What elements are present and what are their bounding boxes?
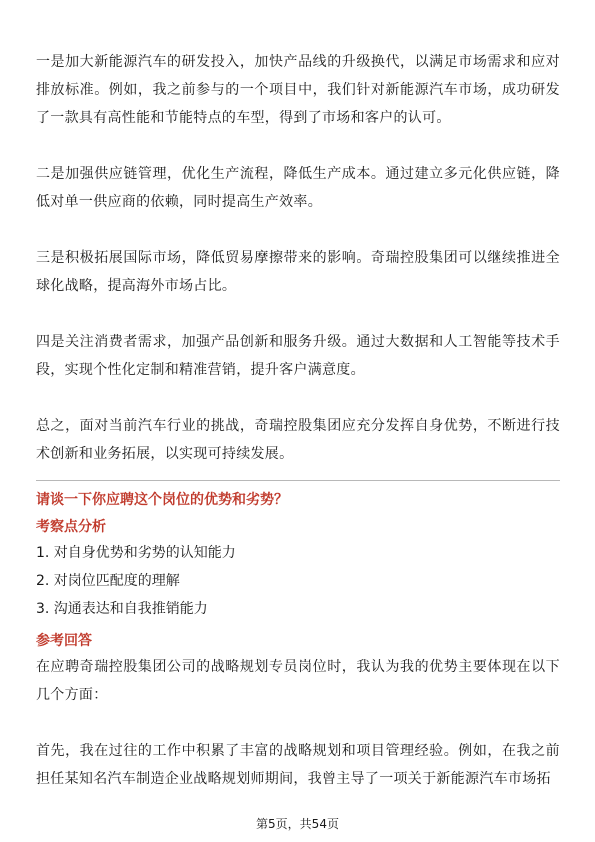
section-divider [36, 480, 560, 481]
analysis-item-2: 2. 对岗位匹配度的理解 [36, 573, 180, 589]
analysis-item-3: 3. 沟通表达和自我推销能力 [36, 601, 208, 617]
document-page [36, 48, 560, 793]
paragraph-2: 二是加强供应链管理，优化生产流程，降低生产成本。通过建立多元化供应链，降低对单一供应商的依赖，同时提高生产效率。 [36, 166, 560, 210]
answer-heading: 参考回答 [36, 633, 92, 649]
question-heading: 请谈一下你应聘这个岗位的优势和劣势？ [36, 492, 288, 508]
analysis-item-1: 1. 对自身优势和劣势的认知能力 [36, 545, 236, 561]
paragraph-4: 四是关注消费者需求，加强产品创新和服务升级。通过大数据和人工智能等技术手段，实现个性化定制和精准营销，提升客户满意度。 [36, 334, 560, 378]
paragraph-3: 三是积极拓展国际市场，降低贸易摩擦带来的影响。奇瑞控股集团可以继续推进全球化战略，提高海外市场占比。 [36, 250, 560, 294]
answer-paragraph-1: 在应聘奇瑞控股集团公司的战略规划专员岗位时，我认为我的优势主要体现在以下几个方面： [36, 659, 560, 703]
page-footer: 第5页，共54页 [256, 817, 339, 831]
answer-paragraph-2: 首先，我在过往的工作中积累了丰富的战略规划和项目管理经验。例如，在我之前担任某知名汽车制造企业战略规划师期间，我曾主导了一项关于新能源汽车市场拓 [36, 743, 560, 787]
paragraph-5: 总之，面对当前汽车行业的挑战，奇瑞控股集团应充分发挥自身优势，不断进行技术创新和业务拓展，以实现可持续发展。 [36, 418, 560, 462]
paragraph-1: 一是加大新能源汽车的研发投入，加快产品线的升级换代，以满足市场需求和应对排放标准。例如，我之前参与的一个项目中，我们针对新能源汽车市场，成功研发了一款具有高性能和节能特点的车型，得到了市场和客户的认可。 [36, 54, 560, 126]
analysis-heading: 考察点分析 [36, 519, 106, 535]
